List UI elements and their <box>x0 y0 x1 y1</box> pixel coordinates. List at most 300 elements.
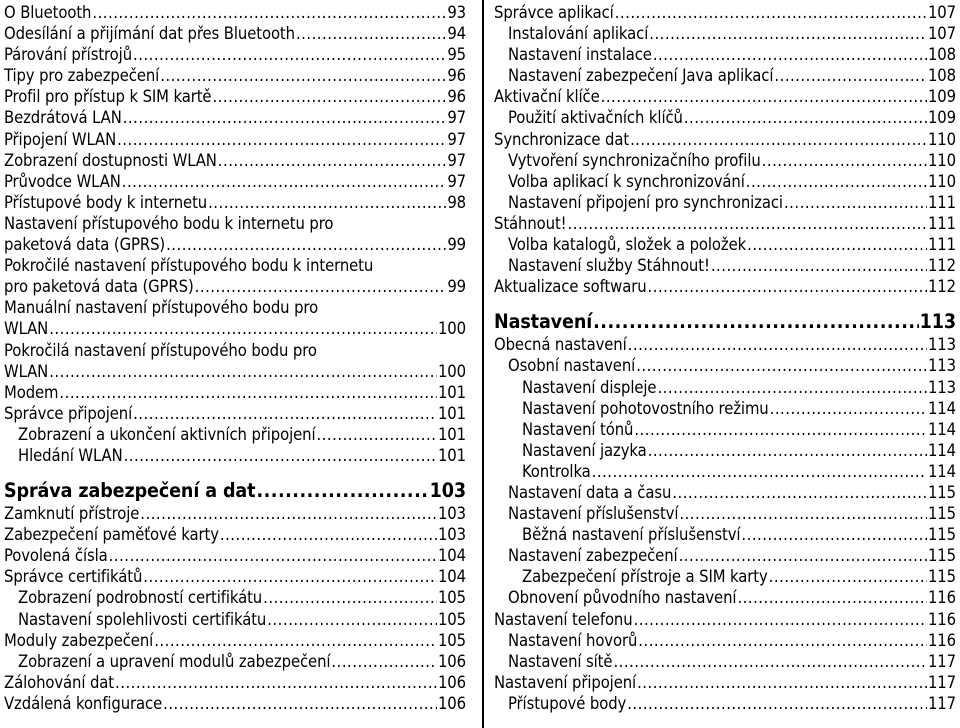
toc-entry-row <box>508 503 956 524</box>
toc-entry[interactable] <box>494 276 956 297</box>
toc-page-number: 105 <box>437 630 466 650</box>
toc-page-number: 97 <box>447 150 466 170</box>
dot-leader <box>613 651 927 672</box>
toc-entry-title: Zobrazení a ukončení aktivních připojení <box>18 424 316 444</box>
toc-entry-row <box>508 65 956 86</box>
toc-page-number: 115 <box>927 567 956 587</box>
toc-page-number: 99 <box>447 235 466 255</box>
toc-entry-title: Nastavení sítě <box>508 651 613 671</box>
dot-leader <box>774 65 927 86</box>
dot-leader <box>49 318 437 339</box>
toc-page-number: 104 <box>437 546 466 566</box>
toc-entry-title: Přístupové body <box>508 693 627 713</box>
dot-leader <box>770 398 927 419</box>
dot-leader <box>615 2 927 23</box>
dot-leader <box>109 545 437 566</box>
toc-entry[interactable] <box>4 2 466 23</box>
toc-entry-row <box>4 192 466 213</box>
toc-entry-row <box>18 424 466 445</box>
toc-entry[interactable] <box>4 192 466 213</box>
toc-entry-row <box>522 419 956 440</box>
dot-leader <box>133 44 446 65</box>
dot-leader <box>741 524 927 545</box>
dot-leader <box>637 672 927 693</box>
toc-page-number: 95 <box>447 45 466 65</box>
toc-entry[interactable] <box>4 171 466 192</box>
toc-page-number: 97 <box>447 171 466 191</box>
toc-entry-row <box>494 309 956 334</box>
toc-entry[interactable] <box>494 482 956 503</box>
toc-entry-title: Přístupové body k internetu <box>4 192 208 212</box>
toc-page-number: 112 <box>927 256 956 276</box>
toc-entry[interactable] <box>4 297 466 339</box>
toc-entry-row <box>4 65 466 86</box>
toc-entry-title: Moduly zabezpečení <box>4 630 154 650</box>
toc-page-number: 103 <box>437 504 466 524</box>
toc-entry-title: Tipy pro zabezpečení <box>4 66 160 86</box>
toc-entry-title: Modem <box>4 382 59 402</box>
dot-leader <box>746 171 927 192</box>
dot-leader <box>160 65 446 86</box>
toc-entry-row <box>508 150 956 171</box>
dot-leader <box>627 693 927 714</box>
toc-entry-title: Aktivační klíče <box>494 87 600 107</box>
toc-entry[interactable] <box>494 129 956 150</box>
toc-page-number: 103 <box>429 479 466 503</box>
toc-entry-title: Bezdrátová LAN <box>4 108 122 128</box>
toc-entry[interactable] <box>494 693 956 714</box>
toc-entry-row <box>508 44 956 65</box>
dot-leader <box>115 672 437 693</box>
dot-leader <box>143 566 437 587</box>
toc-page-number: 116 <box>927 588 956 608</box>
toc-page-number: 113 <box>927 377 956 397</box>
toc-page-number: 113 <box>927 335 956 355</box>
dot-leader <box>762 150 927 171</box>
toc-entry[interactable] <box>494 2 956 23</box>
toc-page-number: 101 <box>437 382 466 402</box>
toc-entry-row <box>4 86 466 107</box>
toc-entry-row <box>4 129 466 150</box>
toc-entry-title: Nastavení hovorů <box>508 630 638 650</box>
dot-leader <box>140 503 437 524</box>
toc-entry-title: Zabezpečení přístroje a SIM karty <box>522 567 768 587</box>
toc-entry-row <box>508 255 956 276</box>
toc-section-heading[interactable] <box>4 478 466 503</box>
toc-entry-row <box>18 445 466 466</box>
toc-entry-title: Povolená čísla <box>4 546 108 566</box>
toc-entry-title: Nastavení spolehlivosti certifikátu <box>18 609 267 629</box>
dot-leader <box>133 403 437 424</box>
toc-entry-title: Nastavení připojení <box>494 672 637 692</box>
toc-entry-row <box>508 587 956 608</box>
toc-entry[interactable] <box>494 107 956 128</box>
dot-leader <box>263 587 437 608</box>
toc-page-number: 110 <box>927 171 956 191</box>
toc-page-number: 106 <box>437 693 466 713</box>
toc-entry-title: Správce připojení <box>4 403 133 423</box>
toc-entry-title: Zobrazení dostupnosti WLAN <box>4 150 217 170</box>
toc-entry[interactable] <box>494 192 956 213</box>
toc-entry-title: Nastavení pohotovostního režimu <box>522 398 769 418</box>
toc-entry[interactable] <box>4 340 466 382</box>
toc-entry-title: Instalování aplikací <box>508 24 649 44</box>
toc-entry[interactable] <box>4 630 466 651</box>
toc-page-number: 93 <box>447 3 466 22</box>
toc-entry-title: Nastavení <box>494 310 593 334</box>
toc-entry-title: Nastavení zabezpečení Java aplikací <box>508 66 774 86</box>
toc-entry[interactable] <box>4 503 466 524</box>
dot-leader <box>592 461 927 482</box>
toc-entry-row <box>494 213 956 234</box>
toc-page-number: 114 <box>927 461 956 481</box>
toc-page-number: 117 <box>927 672 956 692</box>
toc-entry-row <box>18 587 466 608</box>
toc-entry-title: Nastavení displeje <box>522 377 657 397</box>
toc-entry-title: O Bluetooth <box>4 3 92 22</box>
dot-leader <box>117 129 446 150</box>
toc-entry[interactable] <box>494 566 956 587</box>
toc-entry[interactable] <box>4 129 466 150</box>
toc-entry-title: Nastavení tónů <box>522 419 634 439</box>
toc-entry[interactable] <box>4 86 466 107</box>
toc-entry-title: Volba aplikací k synchronizování <box>508 171 745 191</box>
toc-entry[interactable] <box>4 382 466 403</box>
toc-column-right <box>494 2 956 714</box>
dot-leader <box>208 192 446 213</box>
toc-entry-row <box>4 361 466 382</box>
toc-entry-row <box>508 192 956 213</box>
toc-entry[interactable] <box>4 609 466 630</box>
toc-entry[interactable] <box>494 23 956 44</box>
toc-entry[interactable] <box>494 355 956 376</box>
toc-page-number: 96 <box>447 87 466 107</box>
toc-entry[interactable] <box>4 213 466 255</box>
toc-page-number: 106 <box>437 651 466 671</box>
dot-leader <box>163 693 437 714</box>
toc-entry[interactable] <box>494 234 956 255</box>
toc-entry-title: Nastavení instalace <box>508 45 652 65</box>
toc-entry-title: Odesílání a přijímání dat přes Bluetooth <box>4 24 295 44</box>
dot-leader <box>212 86 446 107</box>
toc-page-number: 116 <box>927 630 956 650</box>
toc-page-number: 114 <box>927 398 956 418</box>
toc-page-number: 104 <box>437 567 466 587</box>
dot-leader <box>638 630 927 651</box>
toc-entry-title: Vzdálená konfigurace <box>4 693 163 713</box>
toc-entry-row <box>4 503 466 524</box>
dot-leader <box>166 234 446 255</box>
toc-entry-row <box>494 672 956 693</box>
toc-page-number: 115 <box>927 482 956 502</box>
dot-leader <box>601 86 927 107</box>
toc-page-number: 106 <box>437 672 466 692</box>
toc-entry-row <box>4 171 466 192</box>
toc-entry-row <box>508 107 956 128</box>
toc-entry-row <box>522 566 956 587</box>
toc-entry[interactable] <box>494 587 956 608</box>
toc-entry-row <box>4 276 466 297</box>
dot-leader <box>331 651 437 672</box>
toc-entry-title: Zamknutí přístroje <box>4 504 140 524</box>
toc-entry-title: Párování přístrojů <box>4 45 133 65</box>
toc-entry[interactable] <box>4 545 466 566</box>
dot-leader <box>784 192 927 213</box>
toc-page-number: 108 <box>927 66 956 86</box>
toc-entry-row <box>508 693 956 714</box>
toc-page-number: 109 <box>927 108 956 128</box>
toc-page-number: 101 <box>437 424 466 444</box>
toc-entry[interactable] <box>4 44 466 65</box>
toc-entry-title: Nastavení připojení pro synchronizaci <box>508 192 783 212</box>
toc-entry-title: Nastavení příslušenství <box>508 504 679 524</box>
toc-page-number: 97 <box>447 129 466 149</box>
toc-entry-title-line: Pokročilá nastavení přístupového bodu pro <box>4 340 317 360</box>
toc-page-number: 109 <box>927 87 956 107</box>
toc-entry-row <box>4 23 466 44</box>
toc-entry-title: Běžná nastavení příslušenství <box>522 525 741 545</box>
toc-entry-title: Obecná nastavení <box>494 335 627 355</box>
toc-entry-title: Hledání WLAN <box>18 445 123 465</box>
dot-leader <box>296 23 446 44</box>
toc-page-number: 105 <box>437 588 466 608</box>
toc-entry-row <box>494 609 956 630</box>
dot-leader <box>154 630 437 651</box>
toc-entry[interactable] <box>494 503 956 524</box>
dot-leader <box>649 23 927 44</box>
toc-page-number: 114 <box>927 419 956 439</box>
toc-entry-title: Průvodce WLAN <box>4 171 121 191</box>
toc-entry[interactable] <box>4 566 466 587</box>
toc-entry-row <box>4 44 466 65</box>
toc-entry-title: Zálohování dat <box>4 672 115 692</box>
toc-entry-row <box>494 334 956 355</box>
toc-column-left <box>4 2 466 714</box>
toc-page-number: 115 <box>927 525 956 545</box>
toc-entry-title: Použití aktivačních klíčů <box>508 108 683 128</box>
toc-entry[interactable] <box>494 65 956 86</box>
dot-leader <box>648 276 927 297</box>
dot-leader <box>267 609 437 630</box>
toc-entry[interactable] <box>494 150 956 171</box>
toc-entry-title: Kontrolka <box>522 461 591 481</box>
dot-leader <box>122 171 447 192</box>
toc-entry-title: Volba katalogů, složek a položek <box>508 235 747 255</box>
dot-leader <box>317 424 437 445</box>
toc-entry[interactable] <box>494 630 956 651</box>
toc-entry[interactable] <box>494 377 956 398</box>
toc-page-number: 107 <box>927 24 956 44</box>
toc-entry[interactable] <box>494 86 956 107</box>
toc-entry[interactable] <box>4 65 466 86</box>
toc-page-number: 111 <box>927 213 956 233</box>
toc-entry[interactable] <box>4 403 466 424</box>
dot-leader <box>648 440 927 461</box>
dot-leader <box>679 545 927 566</box>
toc-entry-title: Osobní nastavení <box>508 356 636 376</box>
toc-entry-row <box>494 129 956 150</box>
toc-entry-title: Obnovení původního nastavení <box>508 588 737 608</box>
toc-page-number: 114 <box>927 440 956 460</box>
toc-entry-row <box>4 403 466 424</box>
toc-entry-title: Stáhnout! <box>494 213 567 233</box>
column-divider <box>482 0 484 728</box>
toc-entry[interactable] <box>494 255 956 276</box>
toc-entry[interactable] <box>4 587 466 608</box>
toc-entry-title: Nastavení služby Stáhnout! <box>508 256 710 276</box>
toc-page-number: 110 <box>927 129 956 149</box>
toc-entry-row <box>522 524 956 545</box>
toc-page-number: 112 <box>927 277 956 297</box>
toc-entry-row <box>4 630 466 651</box>
toc-page-number: 117 <box>927 693 956 713</box>
toc-entry-row <box>4 672 466 693</box>
toc-entry-title: Zobrazení podrobností certifikátu <box>18 588 263 608</box>
toc-entry[interactable] <box>494 171 956 192</box>
toc-entry[interactable] <box>494 461 956 482</box>
dot-leader <box>59 382 437 403</box>
toc-entry[interactable] <box>4 23 466 44</box>
toc-entry-row <box>508 355 956 376</box>
toc-entry-row <box>508 630 956 651</box>
toc-section-heading[interactable] <box>494 309 956 334</box>
dot-leader <box>92 2 446 23</box>
toc-page-number: 115 <box>927 546 956 566</box>
toc-entry-row <box>494 2 956 23</box>
toc-entry[interactable] <box>494 609 956 630</box>
toc-entry-row <box>4 545 466 566</box>
dot-leader <box>124 445 437 466</box>
dot-leader <box>711 255 927 276</box>
toc-entry[interactable] <box>494 672 956 693</box>
toc-entry-row <box>508 651 956 672</box>
toc-entry[interactable] <box>4 651 466 672</box>
dot-leader <box>634 609 927 630</box>
toc-entry-title: Nastavení telefonu <box>494 609 633 629</box>
dot-leader <box>657 377 927 398</box>
toc-page-number: 117 <box>927 651 956 671</box>
toc-entry-title: Nastavení data a času <box>508 482 672 502</box>
toc-entry-title: Aktualizace softwaru <box>494 277 647 297</box>
toc-entry[interactable] <box>4 445 466 466</box>
toc-entry-title: Profil pro přístup k SIM kartě <box>4 87 212 107</box>
toc-entry[interactable] <box>494 334 956 355</box>
dot-leader <box>628 334 927 355</box>
toc-entry[interactable] <box>4 524 466 545</box>
toc-page-number: 115 <box>927 504 956 524</box>
toc-entry-row <box>4 107 466 128</box>
toc-entry-title-line: Manuální nastavení přístupového bodu pro <box>4 298 319 318</box>
toc-entry-row <box>522 440 956 461</box>
toc-page-number: 101 <box>437 445 466 465</box>
toc-page-number: 100 <box>437 361 466 381</box>
dot-leader <box>220 524 437 545</box>
dot-leader <box>630 129 927 150</box>
toc-entry-title: Správa zabezpečení a dat <box>4 479 256 503</box>
toc-entry[interactable] <box>4 693 466 714</box>
dot-leader <box>218 150 447 171</box>
toc-entry-title: Synchronizace dat <box>494 129 630 149</box>
toc-page-number: 110 <box>927 150 956 170</box>
toc-page-number: 101 <box>437 403 466 423</box>
toc-entry-row <box>508 482 956 503</box>
toc-entry[interactable] <box>4 150 466 171</box>
toc-entry-row <box>4 693 466 714</box>
toc-page-number: 96 <box>447 66 466 86</box>
toc-entry-title: Správce certifikátů <box>4 567 143 587</box>
dot-leader <box>49 361 437 382</box>
toc-entry-title-line: Nastavení přístupového bodu k internetu pro <box>4 213 334 233</box>
dot-leader <box>123 107 447 128</box>
toc-entry[interactable] <box>494 419 956 440</box>
toc-page-number: 113 <box>927 356 956 376</box>
toc-entry-row <box>18 651 466 672</box>
toc-entry-row <box>508 545 956 566</box>
toc-entry-title: Nastavení jazyka <box>522 440 647 460</box>
toc-page-number: 105 <box>437 609 466 629</box>
toc-entry-title: WLAN <box>4 361 49 381</box>
toc-page-number: 111 <box>927 235 956 255</box>
toc-page-number: 94 <box>447 24 466 44</box>
toc-entry[interactable] <box>4 672 466 693</box>
toc-entry[interactable] <box>494 213 956 234</box>
toc-entry-title: paketová data (GPRS) <box>4 235 166 255</box>
toc-entry-row <box>4 382 466 403</box>
toc-entry-row <box>522 398 956 419</box>
toc-entry[interactable] <box>494 524 956 545</box>
toc-entry[interactable] <box>4 255 466 297</box>
dot-leader <box>747 234 927 255</box>
toc-entry[interactable] <box>494 440 956 461</box>
toc-entry-row <box>494 276 956 297</box>
toc-entry-row <box>4 524 466 545</box>
toc-entry-row <box>494 86 956 107</box>
toc-entry-title: Připojení WLAN <box>4 129 117 149</box>
toc-entry-title: Zabezpečení paměťové karty <box>4 525 219 545</box>
toc-entry-row <box>508 234 956 255</box>
dot-leader <box>568 213 927 234</box>
dot-leader <box>769 566 927 587</box>
dot-leader <box>679 503 927 524</box>
toc-entry-row <box>4 318 466 339</box>
toc-entry-row <box>508 23 956 44</box>
dot-leader <box>684 107 927 128</box>
toc-page-number: 103 <box>437 525 466 545</box>
toc-entry[interactable] <box>4 424 466 445</box>
toc-entry[interactable] <box>494 545 956 566</box>
dot-leader <box>653 44 927 65</box>
toc-entry-row <box>4 234 466 255</box>
toc-page-number: 99 <box>447 277 466 297</box>
toc-entry-title-line: Pokročilé nastavení přístupového bodu k internetu <box>4 256 374 276</box>
toc-entry-row <box>4 478 466 503</box>
toc-page-number: 107 <box>927 3 956 22</box>
toc-entry[interactable] <box>494 398 956 419</box>
toc-page-number: 113 <box>919 310 956 334</box>
toc-page-number: 108 <box>927 45 956 65</box>
dot-leader <box>672 482 927 503</box>
toc-entry-row <box>4 150 466 171</box>
toc-entry-row <box>4 566 466 587</box>
toc-entry-title: Zobrazení a upravení modulů zabezpečení <box>18 651 331 671</box>
dot-leader <box>737 587 927 608</box>
toc-entry[interactable] <box>494 44 956 65</box>
dot-leader <box>634 419 927 440</box>
toc-page-number: 116 <box>927 609 956 629</box>
dot-leader <box>593 309 919 334</box>
toc-entry[interactable] <box>4 107 466 128</box>
toc-entry[interactable] <box>494 651 956 672</box>
